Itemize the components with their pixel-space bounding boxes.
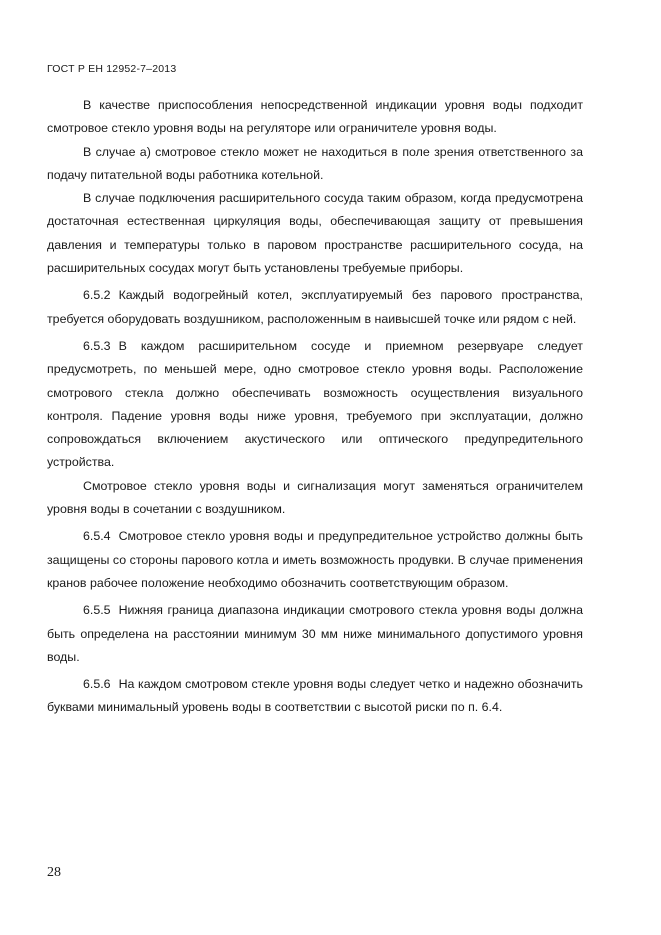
paragraph-text: Нижняя граница диапазона индикации смотрового стекла уровня воды должна быть определена на расстоянии минимум 30 мм ниже минимального допустимого уровня воды. — [47, 603, 583, 664]
clause-number: 6.5.4 — [83, 529, 111, 544]
document-body — [47, 94, 583, 720]
document-header: ГОСТ Р ЕН 12952-7–2013 — [47, 63, 177, 75]
clause-number: 6.5.5 — [83, 603, 111, 618]
paragraph-text: В случае а) смотровое стекло может не находиться в поле зрения ответственного за подачу питательной воды работника котельной. — [47, 144, 583, 182]
paragraph-text: В каждом расширительном сосуде и приемном резервуаре следует предусмотреть, по меньшей мере, одно смотровое стекло уровня воды. Расположение смотрового стекла должно обеспечивать возможность осуществления визуального контроля. Падение уровня воды ниже уровня, требуемого при эксплуатации, должно сопровождаться включением акустического или оптического предупредительного устройства. — [47, 338, 583, 470]
paragraph-text: Каждый водогрейный котел, эксплуатируемый без парового пространства, требуется оборудовать воздушником, расположенным в наивысшей точке или рядом с ней. — [47, 288, 583, 326]
clause-6-5-3 — [47, 335, 583, 475]
clause-number: 6.5.2 — [83, 288, 111, 303]
paragraph-text: Смотровое стекло уровня воды и предупредительное устройство должны быть защищены со стороны парового котла и иметь возможность продувки. В случае применения кранов рабочее положение необходимо обозначить соответствующим образом. — [47, 529, 583, 590]
paragraph — [47, 187, 583, 280]
clause-6-5-6 — [47, 673, 583, 720]
paragraph — [47, 94, 583, 141]
page-number: 28 — [47, 865, 61, 880]
paragraph-text: В качестве приспособления непосредственной индикации уровня воды подходит смотровое стекло уровня воды на регуляторе или ограничителе уровня воды. — [47, 98, 583, 136]
clause-number: 6.5.6 — [83, 677, 111, 692]
clause-number: 6.5.3 — [83, 338, 111, 353]
clause-6-5-5 — [47, 599, 583, 669]
paragraph-text: Смотровое стекло уровня воды и сигнализация могут заменяться ограничителем уровня воды в сочетании с воздушником. — [47, 478, 583, 517]
paragraph — [47, 141, 583, 188]
clause-6-5-2 — [47, 284, 583, 331]
paragraph-text: В случае подключения расширительного сосуда таким образом, когда предусмотрена достаточная естественная циркуляция воды, обеспечивающая защиту от превышения давления и температуры только в паровом пространстве расширительного сосуда, на расширительных сосудах могут быть установлены требуемые приборы. — [47, 191, 583, 276]
paragraph — [47, 475, 583, 522]
clause-6-5-4 — [47, 525, 583, 595]
paragraph-text: На каждом смотровом стекле уровня воды следует четко и надежно обозначить буквами минимальный уровень воды в соответствии с высотой риски по п. 6.4. — [47, 677, 583, 715]
